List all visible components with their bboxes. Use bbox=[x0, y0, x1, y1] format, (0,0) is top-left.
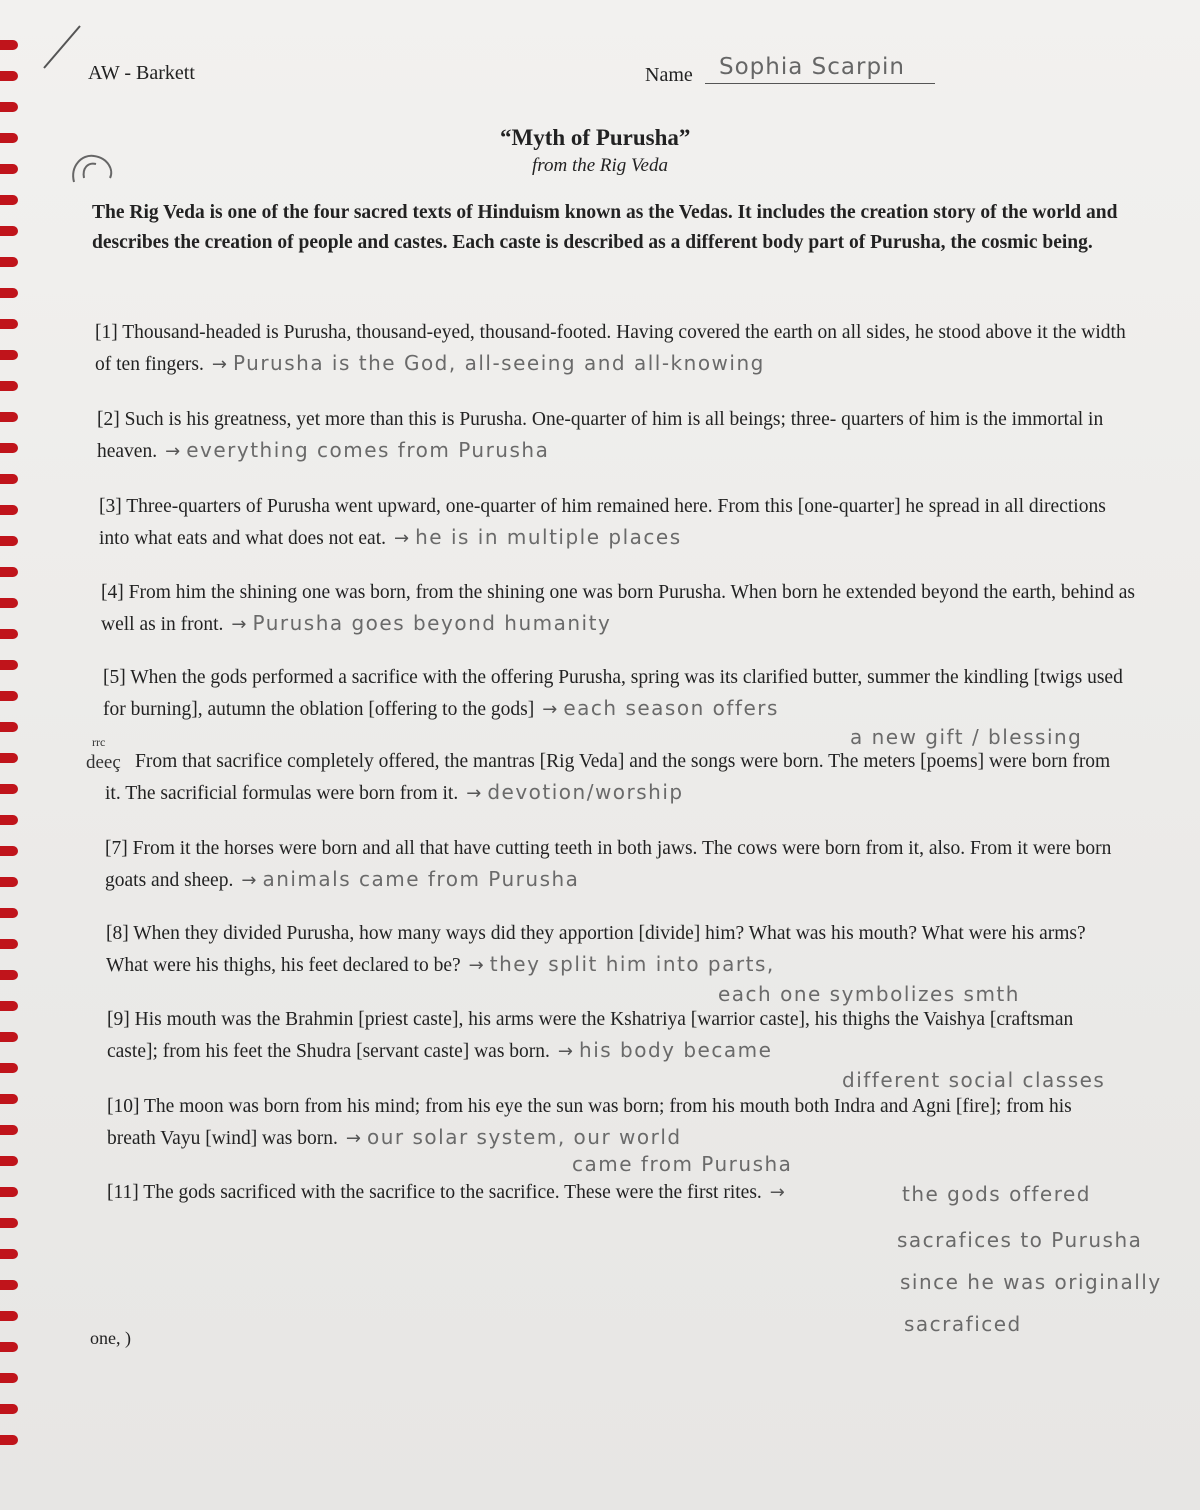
arrow-icon: → bbox=[231, 614, 247, 635]
binding-ring bbox=[0, 536, 18, 546]
binding-ring bbox=[0, 567, 18, 577]
page-footer-fragment: one, ) bbox=[90, 1328, 131, 1348]
handwritten-note-continued: a new gift / blessing bbox=[850, 725, 1083, 749]
swirl-doodle-icon bbox=[68, 148, 116, 186]
handwritten-note: his body became bbox=[579, 1038, 773, 1062]
verse-5 bbox=[103, 663, 1143, 725]
verse-text: [9] His mouth was the Brahmin [priest caste], his arms were the Kshatriya [warrior caste], his thighs the Vaishya [craftsman caste]; from his feet the Shudra [servant caste] was born. bbox=[107, 1009, 1074, 1062]
binding-ring bbox=[0, 1373, 18, 1383]
name-label: Name bbox=[645, 64, 693, 86]
verse-text: [3] Three-quarters of Purusha went upward, one-quarter of him remained here. From this [one-quarter] he spread in all directions into what eats and what does not eat. bbox=[99, 496, 1106, 549]
intro-paragraph: The Rig Veda is one of the four sacred texts of Hinduism known as the Vedas. It includes the creation story of the world and describes the creation of people and castes. Each caste is described as a different body part of Purusha, the cosmic being. bbox=[92, 202, 1118, 253]
handwritten-note: our solar system, our world bbox=[366, 1125, 682, 1149]
handwritten-note-continued: each one symbolizes smth bbox=[718, 982, 1020, 1006]
binding-ring bbox=[0, 1342, 18, 1352]
binding-ring bbox=[0, 691, 18, 701]
binding-ring bbox=[0, 1249, 18, 1259]
binding-ring bbox=[0, 257, 18, 267]
binding-ring bbox=[0, 443, 18, 453]
binding-ring bbox=[0, 660, 18, 670]
binding-ring bbox=[0, 753, 18, 763]
verse-text: [2] Such is his greatness, yet more than this is Purusha. One-quarter of him is all beings; three- quarters of him is the immortal in heaven. bbox=[97, 409, 1104, 462]
binding-ring bbox=[0, 629, 18, 639]
binding-ring bbox=[0, 939, 18, 949]
handwritten-note-continued: sacrafices to Purusha bbox=[897, 1228, 1143, 1252]
binding-ring bbox=[0, 1125, 18, 1135]
verse-text: From that sacrifice completely offered, the mantras [Rig Veda] and the songs were born. The meters [poems] were born from it. The sacrificial formulas were born from it. bbox=[105, 751, 1111, 804]
verse-text: [10] The moon was born from his mind; from his eye the sun was born; from his mouth both Indra and Agni [fire]; from his breath Vayu [wind] was born. bbox=[107, 1096, 1072, 1149]
handwritten-note-continued: since he was originally bbox=[900, 1270, 1162, 1294]
handwritten-note: he is in multiple places bbox=[415, 525, 682, 549]
arrow-icon: → bbox=[241, 870, 257, 891]
arrow-icon: → bbox=[466, 783, 482, 804]
arrow-icon: → bbox=[345, 1128, 361, 1149]
binding-ring bbox=[0, 319, 18, 329]
document-title: “Myth of Purusha” bbox=[500, 125, 691, 150]
handwritten-note: Purusha is the God, all-seeing and all-knowing bbox=[232, 351, 765, 375]
binding-ring bbox=[0, 1218, 18, 1228]
binding-ring bbox=[0, 846, 18, 856]
binding-ring bbox=[0, 1404, 18, 1414]
binding-ring bbox=[0, 815, 18, 825]
verse-1 bbox=[95, 318, 1135, 380]
binding-ring bbox=[0, 1187, 18, 1197]
binding-ring bbox=[0, 195, 18, 205]
arrow-icon: → bbox=[557, 1041, 574, 1062]
name-field[interactable]: Sophia Scarpin bbox=[705, 54, 935, 84]
verse-text: [7] From it the horses were born and all that have cutting teeth in both jaws. The cows were born from it, also. From it were born goats and sheep. bbox=[105, 838, 1112, 891]
verse-9 bbox=[107, 1005, 1117, 1067]
binding-ring bbox=[0, 784, 18, 794]
spiral-binding bbox=[0, 40, 22, 1480]
binding-ring bbox=[0, 722, 18, 732]
verse-10 bbox=[107, 1092, 1117, 1154]
handwritten-note: animals came from Purusha bbox=[262, 867, 580, 891]
binding-ring bbox=[0, 226, 18, 236]
verse-4 bbox=[101, 578, 1141, 640]
binding-ring bbox=[0, 350, 18, 360]
handwritten-note-continued: sacraficed bbox=[904, 1312, 1022, 1336]
handwritten-note-continued: different social classes bbox=[842, 1068, 1106, 1092]
binding-ring bbox=[0, 133, 18, 143]
binding-ring bbox=[0, 970, 18, 980]
binding-ring bbox=[0, 474, 18, 484]
check-mark-icon bbox=[40, 22, 85, 72]
handwritten-note: Purusha goes beyond humanity bbox=[252, 611, 612, 635]
binding-ring bbox=[0, 1156, 18, 1166]
binding-ring bbox=[0, 1032, 18, 1042]
binding-ring bbox=[0, 412, 18, 422]
arrow-icon: → bbox=[468, 955, 484, 976]
verse-2 bbox=[97, 405, 1137, 467]
binding-ring bbox=[0, 1094, 18, 1104]
verse-3 bbox=[99, 492, 1139, 554]
margin-fragment: rrc bbox=[92, 735, 106, 749]
verse-text: [8] When they divided Purusha, how many ways did they apportion [divide] him? What was his mouth? What were his arms? What were his thighs, his feet declared to be? bbox=[106, 923, 1086, 976]
verse-text: [11] The gods sacrificed with the sacrifice to the sacrifice. These were the first rites. bbox=[107, 1182, 762, 1203]
verse-text: [1] Thousand-headed is Purusha, thousand-eyed, thousand-footed. Having covered the earth on all sides, he stood above it the width of ten fingers. bbox=[95, 322, 1126, 375]
binding-ring bbox=[0, 102, 18, 112]
binding-ring bbox=[0, 598, 18, 608]
binding-ring bbox=[0, 40, 18, 50]
arrow-icon: → bbox=[394, 528, 410, 549]
binding-ring bbox=[0, 1311, 18, 1321]
binding-ring bbox=[0, 1001, 18, 1011]
handwritten-note: everything comes from Purusha bbox=[186, 438, 550, 462]
binding-ring bbox=[0, 1063, 18, 1073]
course-label: AW - Barkett bbox=[88, 62, 195, 84]
document-subtitle: from the Rig Veda bbox=[532, 155, 668, 176]
verse-text: [5] When the gods performed a sacrifice with the offering Purusha, spring was its clarified butter, summer the kindling [twigs used for burning], autumn the oblation [offering to the gods] bbox=[103, 667, 1123, 720]
handwritten-note: the gods offered bbox=[902, 1182, 1091, 1206]
binding-ring bbox=[0, 288, 18, 298]
verse-11 bbox=[107, 1178, 897, 1208]
handwritten-note: each season offers bbox=[563, 696, 779, 720]
verse-6 bbox=[105, 747, 1125, 809]
handwritten-note: they split him into parts, bbox=[489, 952, 775, 976]
binding-ring bbox=[0, 908, 18, 918]
verse-7 bbox=[105, 834, 1115, 896]
binding-ring bbox=[0, 164, 18, 174]
verse-text: [4] From him the shining one was born, from the shining one was born Purusha. When born he extended beyond the earth, behind as well as in front. bbox=[101, 582, 1136, 635]
handwritten-note-continued: came from Purusha bbox=[572, 1152, 793, 1176]
binding-ring bbox=[0, 1435, 18, 1445]
arrow-icon: → bbox=[769, 1182, 785, 1203]
binding-ring bbox=[0, 1280, 18, 1290]
binding-ring bbox=[0, 505, 18, 515]
arrow-icon: → bbox=[165, 441, 181, 462]
binding-ring bbox=[0, 71, 18, 81]
binding-ring bbox=[0, 877, 18, 887]
verse-8 bbox=[106, 919, 1131, 981]
arrow-icon: → bbox=[211, 354, 227, 375]
binding-ring bbox=[0, 381, 18, 391]
verse-6-number: deeç bbox=[86, 752, 121, 773]
handwritten-note: devotion/worship bbox=[487, 780, 684, 804]
arrow-icon: → bbox=[542, 699, 558, 720]
